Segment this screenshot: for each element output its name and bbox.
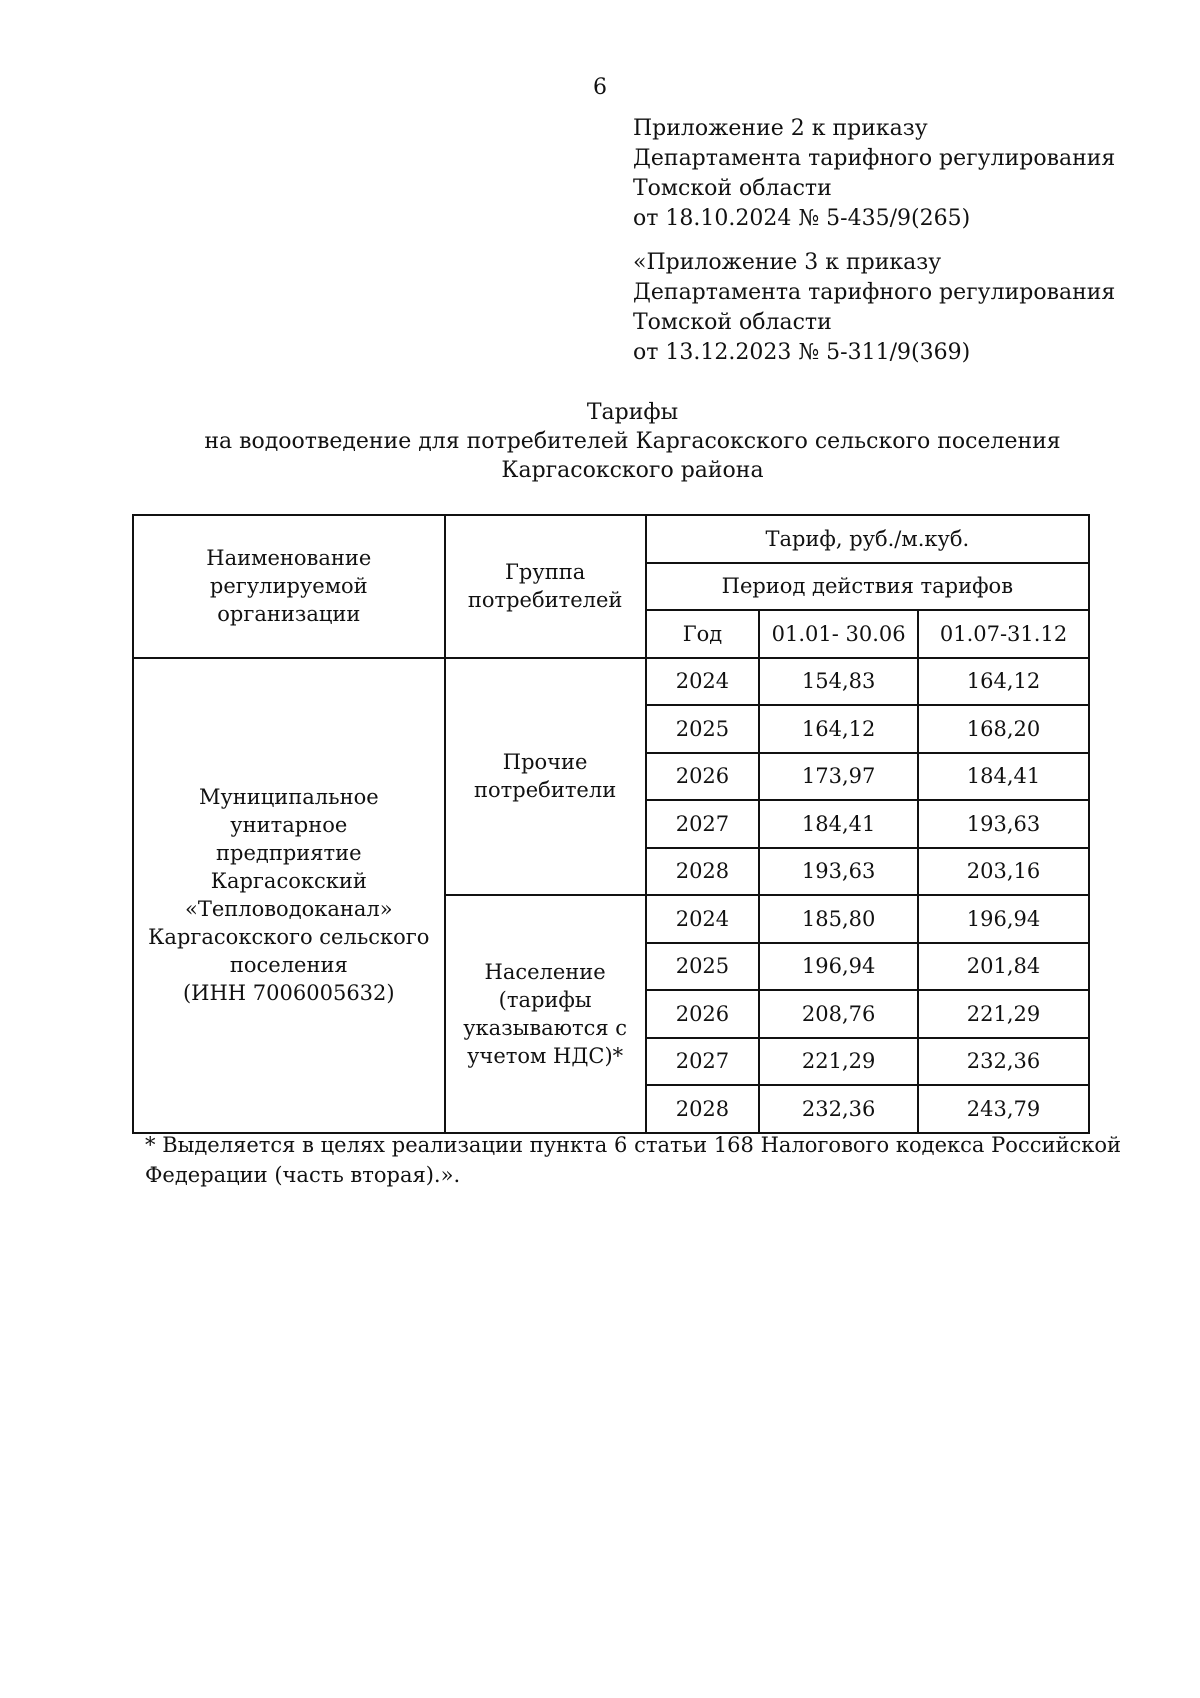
tariff-period-1-cell: 196,94 (759, 943, 918, 991)
table-row (133, 658, 1089, 706)
consumer-group (445, 895, 646, 1133)
tariff-period-1-cell: 232,36 (759, 1085, 918, 1133)
year-cell: 2026 (646, 753, 760, 801)
appendix-line: Департамента тарифного регулирования (633, 146, 1116, 171)
title-line: Тарифы (586, 400, 679, 425)
tariff-period-1-cell: 208,76 (759, 990, 918, 1038)
appendix-line: от 18.10.2024 № 5-435/9(265) (633, 206, 971, 231)
header-tariff: Тариф, руб./м.куб. (646, 515, 1089, 563)
title-line: на водоотведение для потребителей Каргасокского сельского поселения (204, 429, 1061, 454)
tariff-period-1-cell: 184,41 (759, 800, 918, 848)
consumer-group (445, 658, 646, 896)
appendix-reference-previous (633, 248, 1173, 368)
consumer-group-line: Население (484, 959, 606, 984)
consumer-group-line: учетом НДС)* (467, 1043, 624, 1068)
header-organization-line: регулируемой организации (209, 574, 368, 627)
header-period-1: 01.01- 30.06 (759, 610, 918, 658)
header-organization-line: Наименование (206, 546, 372, 571)
tariff-period-1-cell: 164,12 (759, 705, 918, 753)
tariff-period-1-cell: 173,97 (759, 753, 918, 801)
year-cell: 2028 (646, 848, 760, 896)
tariff-table-body (133, 515, 1089, 1133)
tariff-period-1-cell: 154,83 (759, 658, 918, 706)
organization-name-line: поселения (229, 953, 348, 977)
appendix-line: от 13.12.2023 № 5-311/9(369) (633, 340, 971, 365)
year-cell: 2025 (646, 943, 760, 991)
page-number: 6 (593, 75, 607, 100)
appendix-line: «Приложение 3 к приказу (633, 250, 942, 275)
organization-name-line: (ИНН 7006005632) (182, 981, 395, 1005)
year-cell: 2027 (646, 800, 760, 848)
consumer-group-line: указываются с (463, 1015, 628, 1040)
appendix-line: Томской области (633, 176, 832, 201)
header-consumer-group (445, 515, 646, 658)
appendix-reference-current (633, 114, 1173, 234)
organization-name-line: «Тепловодоканал» (184, 897, 393, 921)
year-cell: 2028 (646, 1085, 760, 1133)
title-line: Каргасокского района (501, 458, 764, 483)
organization-name-line: предприятие Каргасокский (210, 841, 367, 893)
appendix-line: Департамента тарифного регулирования (633, 280, 1116, 305)
tariff-period-2-cell: 164,12 (918, 658, 1089, 706)
appendix-line: Томской области (633, 310, 832, 335)
tariff-period-2-cell: 196,94 (918, 895, 1089, 943)
organization-name-line: Каргасокского сельского (148, 925, 430, 949)
organization-name (133, 658, 445, 1133)
consumer-group-line: Прочие (502, 750, 588, 775)
header-year: Год (646, 610, 760, 658)
consumer-group-line: (тарифы (498, 987, 592, 1012)
tariff-period-2-cell: 221,29 (918, 990, 1089, 1038)
header-period: Период действия тарифов (646, 563, 1089, 611)
year-cell: 2026 (646, 990, 760, 1038)
tariff-period-2-cell: 168,20 (918, 705, 1089, 753)
tariff-period-1-cell: 193,63 (759, 848, 918, 896)
year-cell: 2024 (646, 895, 760, 943)
header-period-2: 01.07-31.12 (918, 610, 1089, 658)
year-cell: 2027 (646, 1038, 760, 1086)
footnote: * Выделяется в целях реализации пункта 6 статьи 168 Налогового кодекса Российской Федерации (часть вторая).». (145, 1133, 1121, 1187)
tariff-period-2-cell: 243,79 (918, 1085, 1089, 1133)
appendix-line: Приложение 2 к приказу (633, 116, 928, 141)
consumer-group-line: потребители (474, 778, 617, 803)
tariff-period-1-cell: 185,80 (759, 895, 918, 943)
tariff-period-2-cell: 232,36 (918, 1038, 1089, 1086)
tariff-period-1-cell: 221,29 (759, 1038, 918, 1086)
tariff-period-2-cell: 193,63 (918, 800, 1089, 848)
header-group-line: потребителей (467, 588, 623, 613)
organization-name-line: Муниципальное унитарное (198, 785, 379, 837)
header-group-line: Группа (505, 560, 586, 585)
year-cell: 2025 (646, 705, 760, 753)
tariff-period-2-cell: 203,16 (918, 848, 1089, 896)
header-row (133, 515, 1089, 563)
header-organization (133, 515, 445, 658)
document-title (0, 398, 1200, 485)
tariff-period-2-cell: 201,84 (918, 943, 1089, 991)
year-cell: 2024 (646, 658, 760, 706)
tariff-period-2-cell: 184,41 (918, 753, 1089, 801)
tariff-table (132, 514, 1090, 1134)
